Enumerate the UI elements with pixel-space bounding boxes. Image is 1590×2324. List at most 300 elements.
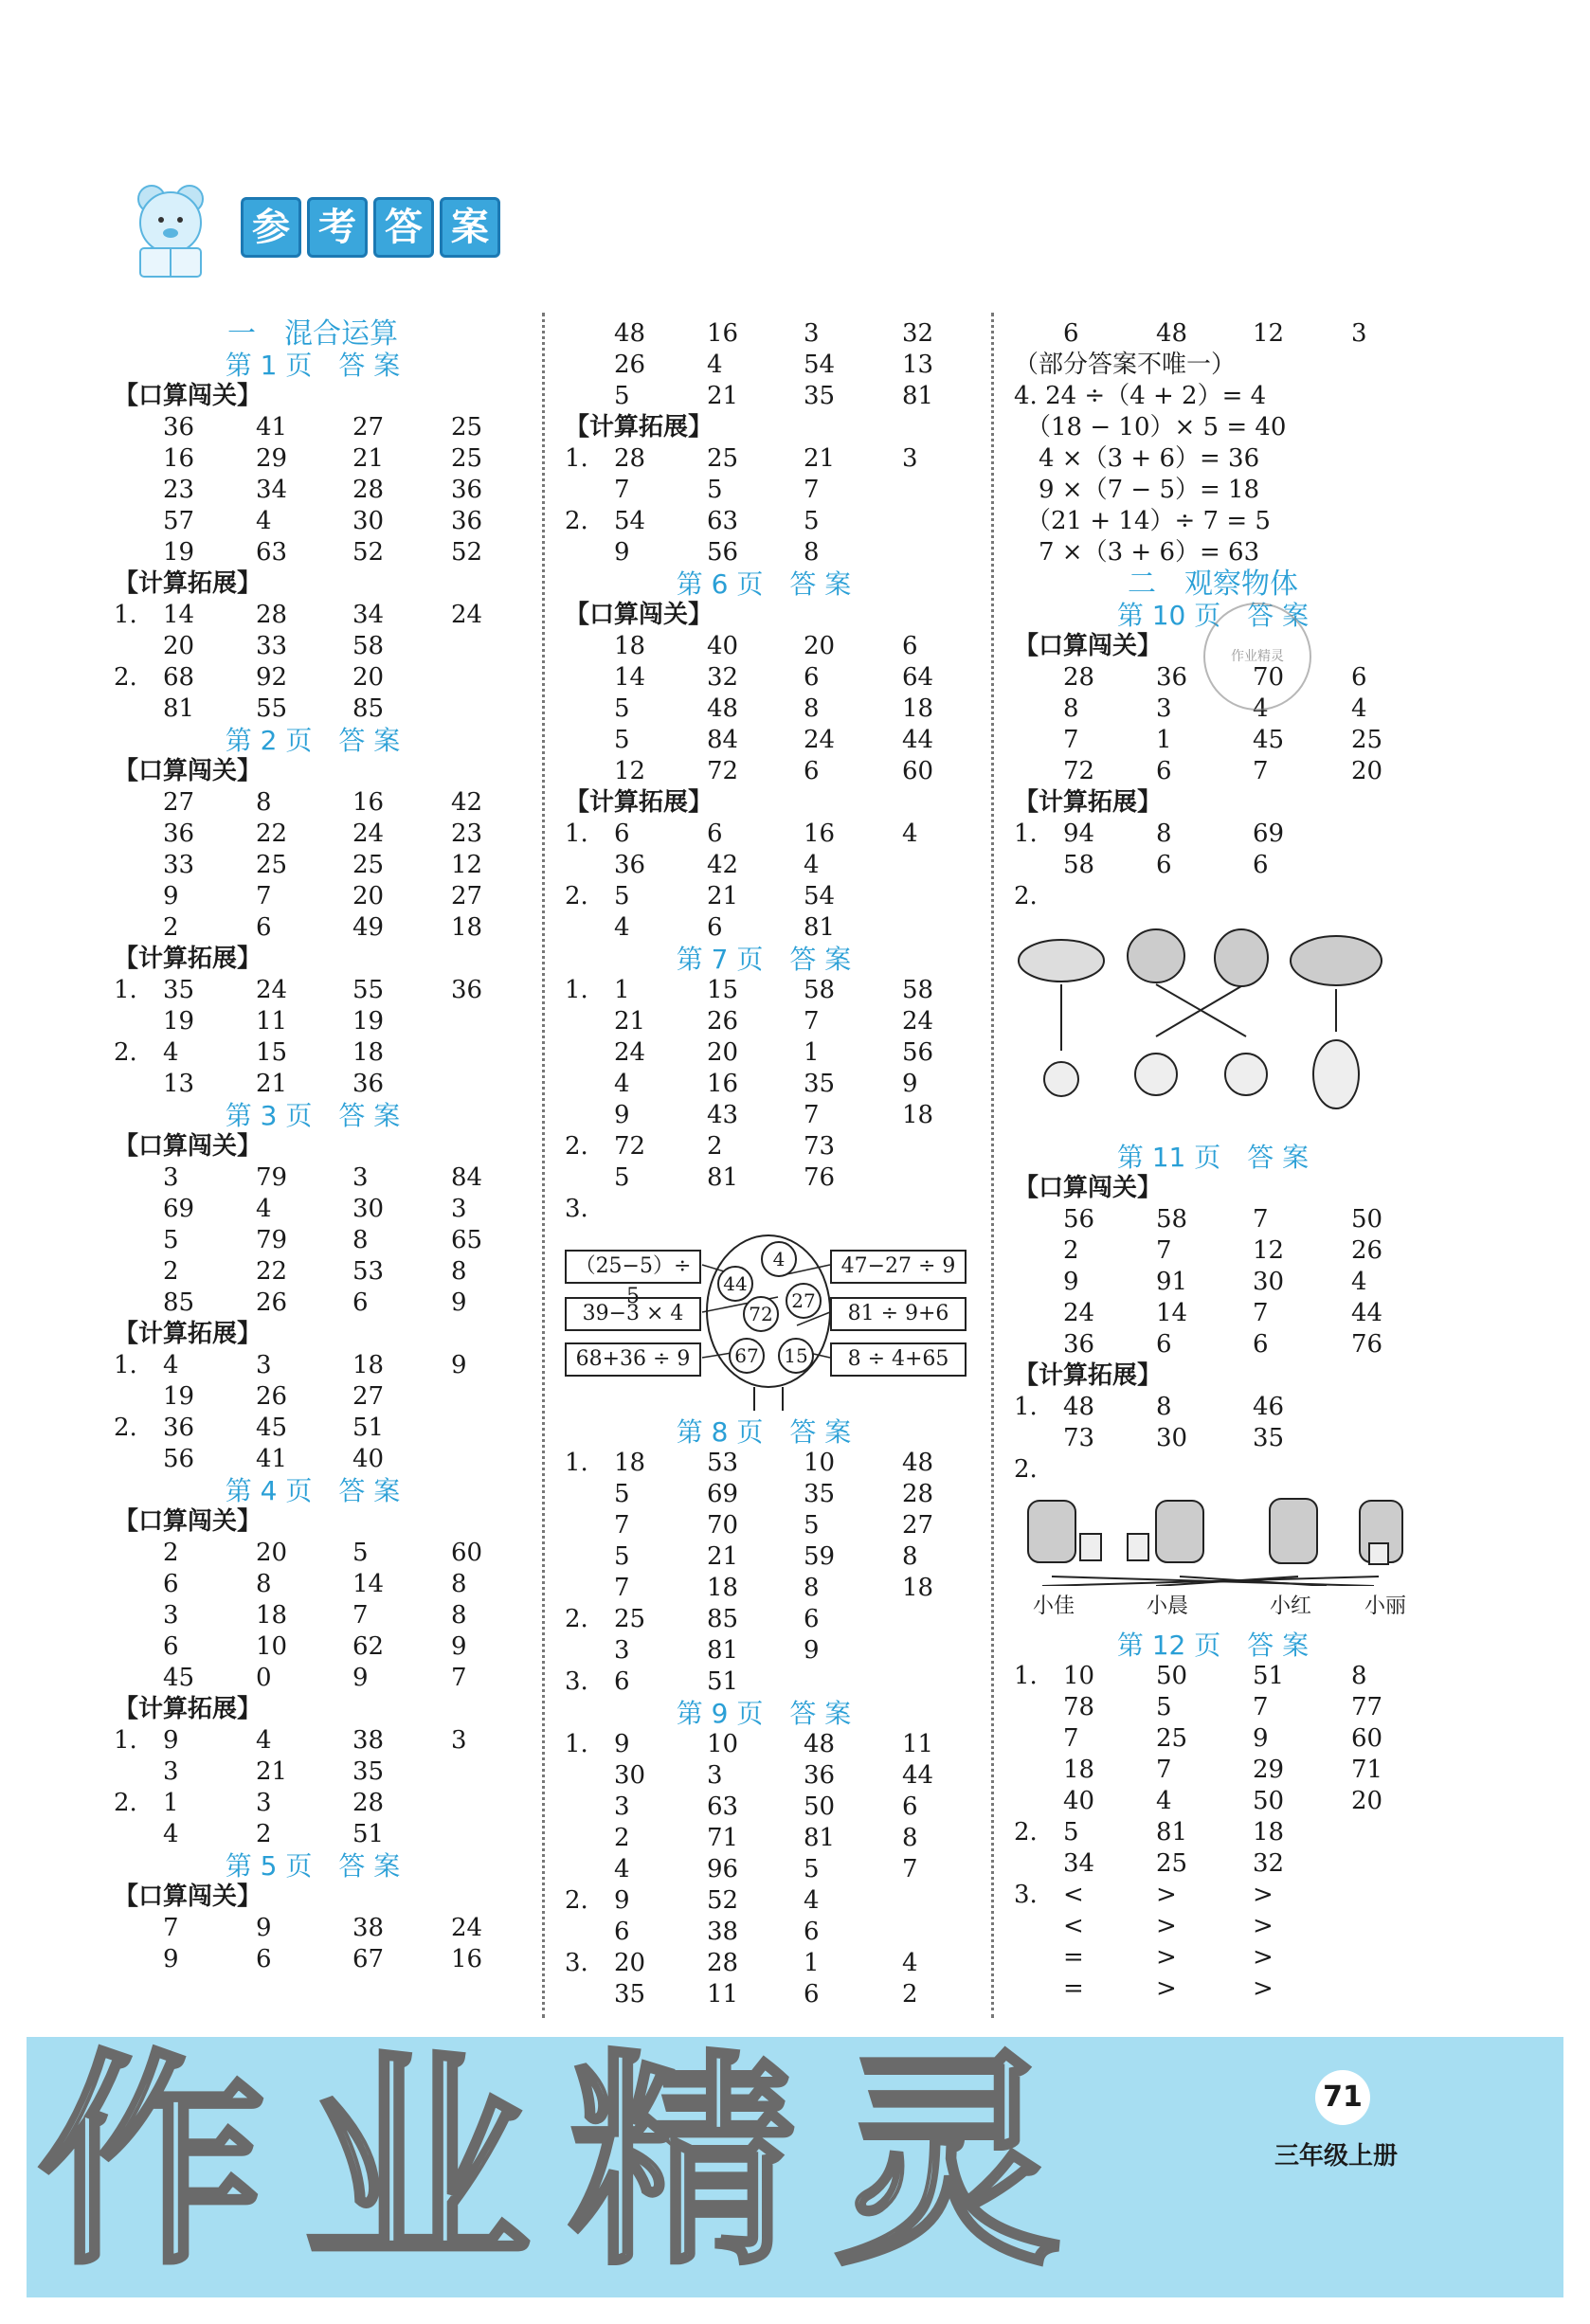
answer-value: 1 — [804, 1949, 820, 1977]
answer-value: 28 — [707, 1949, 739, 1977]
apple-answer: 4 — [761, 1241, 797, 1277]
answer-value: 6 — [163, 1632, 179, 1661]
answer-value: 7 — [163, 1914, 179, 1942]
answer-value: 4 — [256, 507, 272, 535]
answer-row — [1014, 1392, 1412, 1423]
question-number: 1. — [565, 976, 588, 1004]
answer-value: 13 — [902, 351, 934, 379]
answer-value: 5 — [1156, 1693, 1172, 1721]
answer-value: 81 — [163, 694, 195, 723]
answer-value: 7 — [1253, 1299, 1269, 1327]
answer-value: 73 — [804, 1132, 836, 1161]
answer-value: 20 — [352, 663, 385, 692]
answer-value: 40 — [707, 632, 739, 660]
answer-value: 5 — [614, 1480, 630, 1508]
answer-value: 34 — [352, 601, 385, 629]
answer-value: 5 — [804, 1511, 820, 1540]
section-heading: 第 10 页 答 案 — [1116, 600, 1310, 631]
answer-value: 10 — [804, 1449, 836, 1477]
answer-value: 25 — [352, 851, 385, 879]
answer-value: 16 — [707, 1070, 739, 1098]
answer-value: 76 — [804, 1163, 836, 1192]
answer-row — [114, 1006, 512, 1037]
answer-value: 8 — [256, 788, 272, 817]
answer-row — [1014, 1235, 1412, 1267]
answer-row — [565, 662, 963, 694]
answer-value: 21 — [707, 882, 739, 910]
question-number: 2. — [565, 1605, 588, 1633]
answer-value: 9 — [163, 1726, 179, 1755]
answer-value: 5 — [614, 882, 630, 910]
answer-row — [565, 1573, 963, 1604]
section-heading: 第 2 页 答 案 — [225, 725, 401, 756]
answer-value: 8 — [352, 1226, 369, 1254]
answer-row — [1014, 1848, 1412, 1880]
answer-value: 3 — [352, 1163, 369, 1192]
answer-value: 58 — [902, 976, 934, 1004]
answer-value: 40 — [1063, 1787, 1095, 1815]
answer-value: 20 — [1351, 757, 1383, 785]
answer-value: 2 — [163, 1539, 179, 1567]
section-heading: 第 8 页 答 案 — [676, 1416, 852, 1448]
answer-value: 5 — [614, 1163, 630, 1192]
title-char: 答 — [373, 197, 434, 258]
answer-column-1 — [114, 318, 512, 1975]
answer-value: 9 — [1253, 1724, 1269, 1753]
answer-value: 9 — [614, 1886, 630, 1915]
answer-value: 21 — [256, 1070, 288, 1098]
answer-value: 20 — [352, 882, 385, 910]
answer-value: 6 — [804, 663, 820, 692]
answer-value: 58 — [1063, 851, 1095, 879]
answer-value: 34 — [1063, 1849, 1095, 1878]
grade-label: 三年级上册 — [1274, 2142, 1399, 2171]
page-number: 71 — [1315, 2070, 1370, 2125]
answer-value: 28 — [256, 601, 288, 629]
answer-value: 18 — [614, 1449, 646, 1477]
answer-value: 78 — [1063, 1693, 1095, 1721]
answer-value: 13 — [163, 1070, 195, 1098]
answer-value: 25 — [1156, 1849, 1188, 1878]
question-number: 1. — [565, 444, 588, 473]
subsection-label: 【计算拓展】 — [114, 1320, 262, 1348]
answer-value: 62 — [352, 1632, 385, 1661]
answer-value: 15 — [707, 976, 739, 1004]
answer-value: 71 — [1351, 1756, 1383, 1784]
answer-value: 27 — [352, 1382, 385, 1411]
answer-row — [565, 506, 963, 537]
answer-row — [114, 1162, 512, 1194]
answer-value: 54 — [804, 351, 836, 379]
answer-row — [114, 1288, 512, 1319]
answer-value: 56 — [707, 538, 739, 567]
answer-value: 84 — [707, 726, 739, 754]
elephant-views-icon — [1014, 918, 1412, 1136]
answer-value: 2 — [1063, 1236, 1079, 1265]
question-number: 1. — [114, 1726, 137, 1755]
question-number: 3. — [1014, 1881, 1038, 1909]
answer-row — [114, 506, 512, 537]
answer-value: 33 — [163, 851, 195, 879]
answer-row — [565, 1510, 963, 1541]
answer-value: 9 — [451, 1632, 467, 1661]
answer-value: 3 — [163, 1163, 179, 1192]
animal-view-matching-figure — [1014, 918, 1412, 1136]
question-number: 2. — [114, 1038, 137, 1067]
answer-row — [114, 1069, 512, 1100]
question-number: 1. — [565, 820, 588, 848]
answer-value: > — [1253, 1943, 1274, 1972]
apple-answer: 44 — [717, 1266, 753, 1302]
answer-value: 6 — [614, 820, 630, 848]
answer-row — [565, 1729, 963, 1760]
answer-value: 8 — [902, 1824, 918, 1852]
answer-value: 16 — [163, 444, 195, 473]
answer-value: 18 — [707, 1574, 739, 1602]
question-number: 1. — [114, 1351, 137, 1379]
answer-value: 35 — [1253, 1424, 1285, 1452]
answer-value: < — [1063, 1881, 1084, 1909]
answer-value: 55 — [352, 976, 385, 1004]
answer-column-3 — [1014, 318, 1412, 2005]
answer-value: 52 — [352, 538, 385, 567]
answer-text: 9 ×（7 − 5）= 18 — [1014, 476, 1260, 504]
answer-value: 3 — [451, 1195, 467, 1223]
answer-row — [1014, 1661, 1412, 1692]
question-number: 2. — [565, 1886, 588, 1915]
answer-value: 6 — [804, 757, 820, 785]
answer-value: 51 — [352, 1414, 385, 1442]
answer-value: 51 — [352, 1820, 385, 1848]
answer-value: 69 — [163, 1195, 195, 1223]
answer-value: 6 — [707, 820, 723, 848]
title-char: 参 — [241, 197, 301, 258]
answer-value: 45 — [163, 1664, 195, 1692]
answer-value: 7 — [614, 476, 630, 504]
answer-value: 72 — [614, 1132, 646, 1161]
answer-value: 33 — [256, 632, 288, 660]
answer-value: 56 — [163, 1445, 195, 1473]
answer-value: 19 — [163, 1382, 195, 1411]
answer-value: 85 — [352, 694, 385, 723]
answer-row — [565, 1948, 963, 1979]
answer-value: 42 — [451, 788, 483, 817]
subsection-label: 【计算拓展】 — [1014, 1361, 1163, 1390]
section-heading: 第 5 页 答 案 — [225, 1850, 401, 1882]
answer-value: 20 — [614, 1949, 646, 1977]
answer-value: 35 — [804, 382, 836, 410]
answer-value: 4 — [1351, 694, 1367, 723]
expression-box: （25−5）÷ 5 — [565, 1250, 701, 1284]
answer-value: 7 — [804, 1101, 820, 1129]
answer-value: 4 — [804, 1886, 820, 1915]
answer-row — [1014, 819, 1412, 850]
answer-row — [1014, 1786, 1412, 1817]
answer-value: 35 — [352, 1757, 385, 1786]
answer-row — [565, 1792, 963, 1823]
question-number: 3. — [565, 1949, 588, 1977]
answer-value: 45 — [256, 1414, 288, 1442]
answer-value: 76 — [1351, 1330, 1383, 1359]
answer-value: 6 — [902, 632, 918, 660]
title-char: 考 — [307, 197, 368, 258]
answer-value: 5 — [614, 1542, 630, 1571]
answer-value: 8 — [1156, 820, 1172, 848]
answer-value: 69 — [1253, 820, 1285, 848]
answer-value: 26 — [256, 1382, 288, 1411]
subsection-label: 【口算闯关】 — [114, 757, 262, 785]
answer-value: 4 — [902, 1949, 918, 1977]
answer-value: 35 — [804, 1070, 836, 1098]
answer-value: 11 — [707, 1980, 739, 2009]
answer-value: 3 — [707, 1761, 723, 1790]
answer-value: 30 — [352, 1195, 385, 1223]
answer-value: 60 — [902, 757, 934, 785]
answer-value: 18 — [352, 1038, 385, 1067]
answer-value: 12 — [1253, 319, 1285, 348]
section-heading: 第 4 页 答 案 — [225, 1475, 401, 1506]
answer-value: 27 — [352, 413, 385, 441]
answer-value: 4 — [1156, 1787, 1172, 1815]
answer-value: 65 — [451, 1226, 483, 1254]
answer-text: 4 ×（3 + 6）= 36 — [1014, 444, 1260, 473]
answer-value: 9 — [163, 882, 179, 910]
kettle-person-label: 小佳 — [1033, 1594, 1075, 1618]
apple-tree-figure — [565, 1231, 963, 1411]
answer-value: 26 — [707, 1007, 739, 1036]
answer-value: 19 — [352, 1007, 385, 1036]
chapter-heading: 一 混合运算 — [227, 317, 398, 351]
answer-value: 7 — [614, 1511, 630, 1540]
answer-value: 24 — [1063, 1299, 1095, 1327]
answer-value: 25 — [614, 1605, 646, 1633]
answer-row — [114, 1725, 512, 1757]
answer-value: 70 — [707, 1511, 739, 1540]
answer-value: 8 — [1063, 694, 1079, 723]
answer-value: 20 — [256, 1539, 288, 1567]
question-number: 3. — [565, 1667, 588, 1696]
question-number: 2. — [114, 1789, 137, 1817]
answer-row — [1014, 1723, 1412, 1755]
answer-value: 94 — [1063, 820, 1095, 848]
subsection-label: 【口算闯关】 — [1014, 632, 1163, 660]
answer-value: 36 — [804, 1761, 836, 1790]
answer-value: 6 — [614, 1918, 630, 1946]
answer-value: 60 — [451, 1539, 483, 1567]
answer-value: 46 — [1253, 1393, 1285, 1421]
answer-value: 1 — [614, 976, 630, 1004]
answer-value: 64 — [902, 663, 934, 692]
section-heading: 第 11 页 答 案 — [1116, 1142, 1310, 1173]
answer-value: 36 — [352, 1070, 385, 1098]
answer-value: 6 — [804, 1605, 820, 1633]
answer-row — [114, 1194, 512, 1225]
answer-value: 32 — [1253, 1849, 1285, 1878]
answer-value: 26 — [1351, 1236, 1383, 1265]
answer-value: 7 — [1253, 1205, 1269, 1234]
kettle-person-label: 小晨 — [1147, 1594, 1189, 1618]
answer-value: 36 — [451, 976, 483, 1004]
answer-value: 7 — [614, 1574, 630, 1602]
stamp: 作业精灵 — [1203, 603, 1311, 711]
answer-row — [114, 1600, 512, 1631]
question-number: 2. — [565, 882, 588, 910]
answer-value: 8 — [804, 1574, 820, 1602]
answer-value: 81 — [707, 1163, 739, 1192]
subsection-label: 【计算拓展】 — [1014, 788, 1163, 817]
answer-value: 16 — [352, 788, 385, 817]
answer-value: 30 — [1253, 1268, 1285, 1296]
subsection-label: 【计算拓展】 — [114, 569, 262, 598]
expression-box: 8 ÷ 4+65 — [830, 1342, 967, 1377]
answer-value: 6 — [902, 1793, 918, 1821]
answer-value: 72 — [1063, 757, 1095, 785]
answer-value: 29 — [256, 444, 288, 473]
answer-value: 43 — [707, 1101, 739, 1129]
section-heading: 第 1 页 答 案 — [225, 350, 401, 381]
answer-value: 9 — [1063, 1268, 1079, 1296]
answer-value: 8 — [451, 1601, 467, 1630]
section-heading: 第 7 页 答 案 — [676, 944, 852, 975]
answer-row — [565, 1604, 963, 1635]
answer-value: 4 — [902, 820, 918, 848]
answer-value: 6 — [1253, 851, 1269, 879]
answer-value: > — [1156, 1881, 1177, 1909]
answer-value: 18 — [1253, 1818, 1285, 1847]
answer-value: 2 — [614, 1824, 630, 1852]
answer-value: 6 — [1156, 851, 1172, 879]
subsection-label: 【口算闯关】 — [565, 601, 714, 629]
answer-value: 84 — [451, 1163, 483, 1192]
answer-text: （部分答案不唯一） — [1014, 351, 1237, 379]
answer-row — [1014, 1267, 1412, 1298]
answer-value: 63 — [707, 507, 739, 535]
answer-value: 30 — [1156, 1424, 1188, 1452]
answer-value: 16 — [451, 1945, 483, 1973]
answer-row — [1014, 1423, 1412, 1454]
answer-value: 63 — [707, 1793, 739, 1821]
answer-value: 77 — [1351, 1693, 1383, 1721]
answer-row — [1014, 881, 1412, 912]
answer-value: 1 — [804, 1038, 820, 1067]
answer-row — [565, 850, 963, 881]
answer-value: 7 — [1063, 1724, 1079, 1753]
question-number: 1. — [565, 1730, 588, 1758]
answer-row — [1014, 694, 1412, 725]
answer-row — [565, 881, 963, 912]
answer-value: 3 — [1351, 319, 1367, 348]
answer-row — [114, 1413, 512, 1444]
answer-value: 21 — [614, 1007, 646, 1036]
answer-value: 22 — [256, 1257, 288, 1286]
expression-box: 81 ÷ 9+6 — [830, 1297, 967, 1331]
answer-value: 23 — [451, 820, 483, 848]
answer-value: 28 — [352, 476, 385, 504]
question-number: 2. — [1014, 882, 1038, 910]
answer-value: 81 — [1156, 1818, 1188, 1847]
answer-value: 24 — [902, 1007, 934, 1036]
answer-value: 51 — [707, 1667, 739, 1696]
watermark: 作业精灵 — [38, 2030, 1099, 2296]
question-number: 1. — [1014, 1662, 1038, 1690]
answer-value: 3 — [614, 1793, 630, 1821]
answer-value: 3 — [804, 319, 820, 348]
answer-value: 68 — [163, 663, 195, 692]
answer-value: 48 — [902, 1449, 934, 1477]
answer-row — [565, 1885, 963, 1917]
answer-value: 71 — [707, 1824, 739, 1852]
answer-value: 50 — [1156, 1662, 1188, 1690]
answer-value: 7 — [352, 1601, 369, 1630]
answer-value: 25 — [451, 444, 483, 473]
answer-row — [1014, 725, 1412, 756]
answer-value: 58 — [352, 632, 385, 660]
answer-value: 20 — [804, 632, 836, 660]
answer-row — [565, 1037, 963, 1069]
answer-value: 7 — [1063, 726, 1079, 754]
answer-value: 7 — [451, 1664, 467, 1692]
answer-value: 28 — [352, 1789, 385, 1817]
answer-row — [1014, 1942, 1412, 1973]
answer-value: 41 — [256, 413, 288, 441]
header-logo — [114, 171, 500, 284]
question-number: 1. — [1014, 820, 1038, 848]
expression-box: 68+36 ÷ 9 — [565, 1342, 701, 1377]
apple-answer: 67 — [729, 1338, 765, 1374]
question-number: 1. — [565, 1449, 588, 1477]
answer-value: 7 — [1253, 757, 1269, 785]
answer-value: 7 — [1156, 1756, 1172, 1784]
answer-value: 20 — [163, 632, 195, 660]
answer-row — [114, 1663, 512, 1694]
answer-value: 7 — [804, 476, 820, 504]
answer-row — [565, 1541, 963, 1573]
answer-value: 52 — [707, 1886, 739, 1915]
answer-value: 5 — [163, 1226, 179, 1254]
answer-value: 81 — [902, 382, 934, 410]
answer-value: 24 — [451, 1914, 483, 1942]
answer-row — [1014, 1204, 1412, 1235]
answer-value: 27 — [451, 882, 483, 910]
question-number: 2. — [114, 663, 137, 692]
answer-text: 7 ×（3 + 6）= 63 — [1014, 538, 1260, 567]
answer-row — [114, 1538, 512, 1569]
answer-value: 4 — [804, 851, 820, 879]
expression-box: 47−27 ÷ 9 — [830, 1250, 967, 1284]
answer-row — [565, 1448, 963, 1479]
answer-value: 48 — [1063, 1393, 1095, 1421]
answer-value: 6 — [163, 1570, 179, 1598]
answer-value: 6 — [1063, 319, 1079, 348]
answer-value: 32 — [902, 319, 934, 348]
answer-value: 26 — [256, 1288, 288, 1317]
answer-value: 9 — [614, 1101, 630, 1129]
answer-value: 6 — [804, 1980, 820, 2009]
answer-value: 24 — [614, 1038, 646, 1067]
answer-row — [1014, 1755, 1412, 1786]
answer-row — [1014, 1911, 1412, 1942]
answer-value: 0 — [256, 1664, 272, 1692]
answer-value: 4 — [163, 1351, 179, 1379]
answer-value: 58 — [1156, 1205, 1188, 1234]
kettle-views-icon — [1014, 1491, 1412, 1586]
answer-value: 6 — [256, 913, 272, 942]
answer-value: 59 — [804, 1542, 836, 1571]
answer-value: 5 — [804, 1855, 820, 1883]
answer-value: 5 — [614, 694, 630, 723]
answer-value: 18 — [902, 1101, 934, 1129]
answer-value: 24 — [256, 976, 288, 1004]
